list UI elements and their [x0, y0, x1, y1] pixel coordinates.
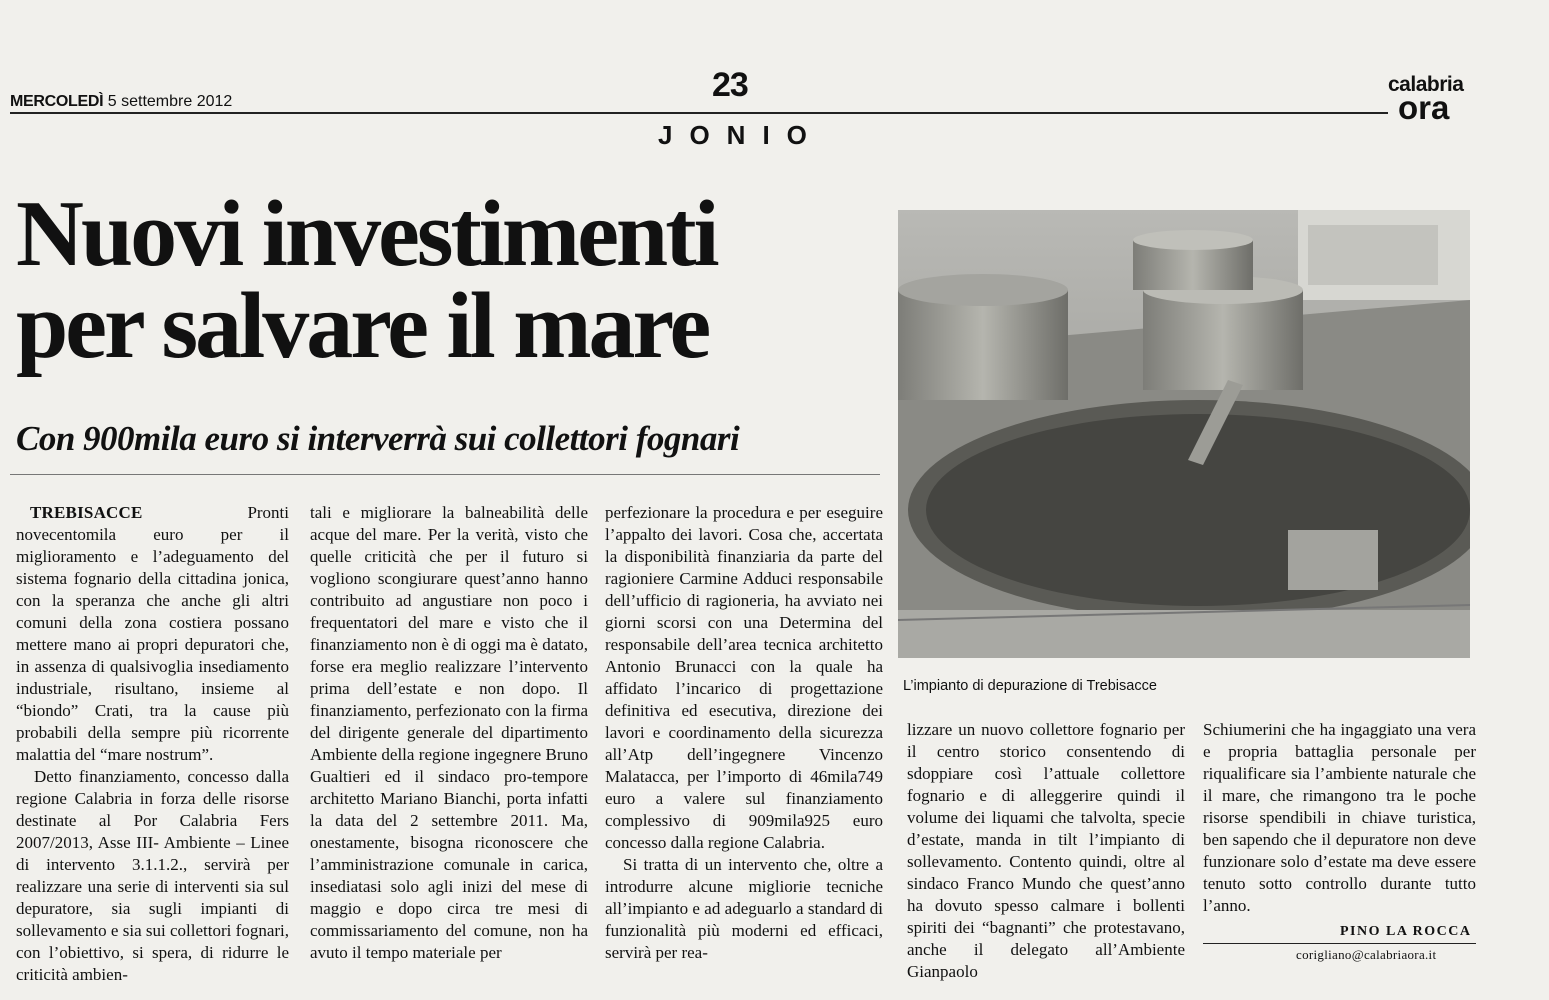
section-title: JONIO — [658, 120, 824, 150]
photo-caption: L’impianto di depurazione di Trebisacce — [903, 678, 1157, 694]
headline-line-1: Nuovi investimenti — [16, 182, 717, 286]
paragraph-text: Pronti novecentomila euro per il miglioramento e l’adeguamento del sistema fognario della cittadina jonica, con la speranza che anche gli altri comuni della zona costiera possano mettere mano ai propri depuratori che, in assenza di qualsivoglia insediamento industriale, risultano, insieme al “biondo” Crati, tra la cause più probabili della sempre più ricorrente malattia del “mare nostrum”. — [16, 503, 289, 764]
treatment-plant-photo — [898, 210, 1470, 658]
paragraph: tali e migliorare la balneabilità delle acque del mare. Per la verità, visto che quelle criticità che per il futuro si vogliono scongiurare quest’anno hanno contribuito ad angustiare non poco i frequentatori del mare e visto che il finanziamento non è di oggi ma è datato, forse era meglio realizzare l’intervento prima dell’estate e non dopo. Il finanziamento, perfezionato con la firma del dirigente generale del dipartimento Ambiente della regione ingegnere Bruno Gualtieri ed il sindaco pro-tempore architetto Mariano Bianchi, porta infatti la data del 2 settembre 2011. Ma, onestamente, bisogna riconoscere che l’amministrazione comunale in carica, insediatasi solo agli inizi del mese di maggio e dopo circa tre mesi di commissariamento del comune, non ha avuto il tempo materiale per — [310, 503, 588, 962]
headline — [16, 182, 876, 379]
author-email: corigliano@calabriaora.it — [1296, 947, 1437, 962]
subheadline: Con 900mila euro si interverrà sui collettori fognari — [16, 419, 740, 458]
issue-date — [10, 93, 232, 111]
article-column-2 — [310, 502, 588, 964]
logo-bottom: ora — [1398, 88, 1450, 126]
newspaper-logo — [1388, 73, 1478, 126]
subheadline-rule — [10, 474, 880, 475]
article-column-1 — [16, 502, 289, 986]
paragraph: Si tratta di un intervento che, oltre a introdurre alcune migliorie tecniche all’impianto e ad adeguarlo a standard di funzionalità più moderni ed efficaci, servirà per rea- — [605, 855, 883, 962]
headline-line-2: per salvare il mare — [16, 274, 709, 379]
paragraph — [16, 502, 289, 766]
byline-rule — [1203, 943, 1476, 944]
author-byline: PINO LA ROCCA — [1340, 924, 1472, 939]
dateline: TREBISACCE — [30, 503, 143, 522]
weekday: MERCOLEDÌ — [10, 93, 104, 110]
header-rule — [10, 112, 1388, 114]
date: 5 settembre 2012 — [107, 93, 233, 110]
logo-top: calabria — [1388, 73, 1464, 96]
paragraph: Schiumerini che ha ingaggiato una vera e propria battaglia personale per riqualificare sia l’ambiente naturale che il mare, che rimangono tra le poche risorse spendibili in chiave turistica, ben sapendo che il depuratore non deve funzionare solo d’estate ma deve essere tenuto sotto controllo durante tutto l’anno. — [1203, 720, 1476, 915]
paragraph: perfezionare la procedura e per eseguire l’appalto dei lavori. Cosa che, accertata la disponibilità finanziaria da parte del ragioniere Carmine Adduci responsabile dell’ufficio di ragioneria, ha avviato nei giorni scorsi con una Determina del responsabile dell’area tecnica architetto Antonio Brunacci con la quale ha affidato l’incarico di progettazione definitiva ed esecutiva, direzione dei lavori e coordinamento della sicurezza all’Atp dell’ingegnere Vincenzo Malatacca, per l’importo di 46mila749 euro a valere sul finanziamento complessivo di 909mila925 euro concesso dalla regione Calabria. — [605, 503, 883, 852]
page-number: 23 — [712, 66, 748, 104]
paragraph: Detto finanziamento, concesso dalla regione Calabria in forza delle risorse destinate al Por Calabria Fers 2007/2013, Asse III- Ambiente – Linee di intervento 3.1.1.2., servirà per realizzare una serie di interventi sia sul depuratore, sia sugli impianti di sollevamento e sia sui collettori fognari, con l’obiettivo, si spera, di ridurre le criticità ambien- — [16, 767, 289, 984]
paragraph: lizzare un nuovo collettore fognario per il centro storico consentendo di sdoppiare così l’attuale collettore fognario e di alleggerire quindi il volume dei liquami che talvolta, specie d’estate, manda in tilt l’impianto di sollevamento. Contento quindi, oltre al sindaco Franco Mundo che quest’anno ha dovuto spesso calmare i bollenti spiriti dei “bagnanti” che protestavano, anche il delegato all’Ambiente Gianpaolo — [907, 720, 1185, 981]
article-column-5 — [1203, 719, 1476, 917]
article-column-3 — [605, 502, 883, 964]
article-column-4 — [907, 719, 1185, 983]
